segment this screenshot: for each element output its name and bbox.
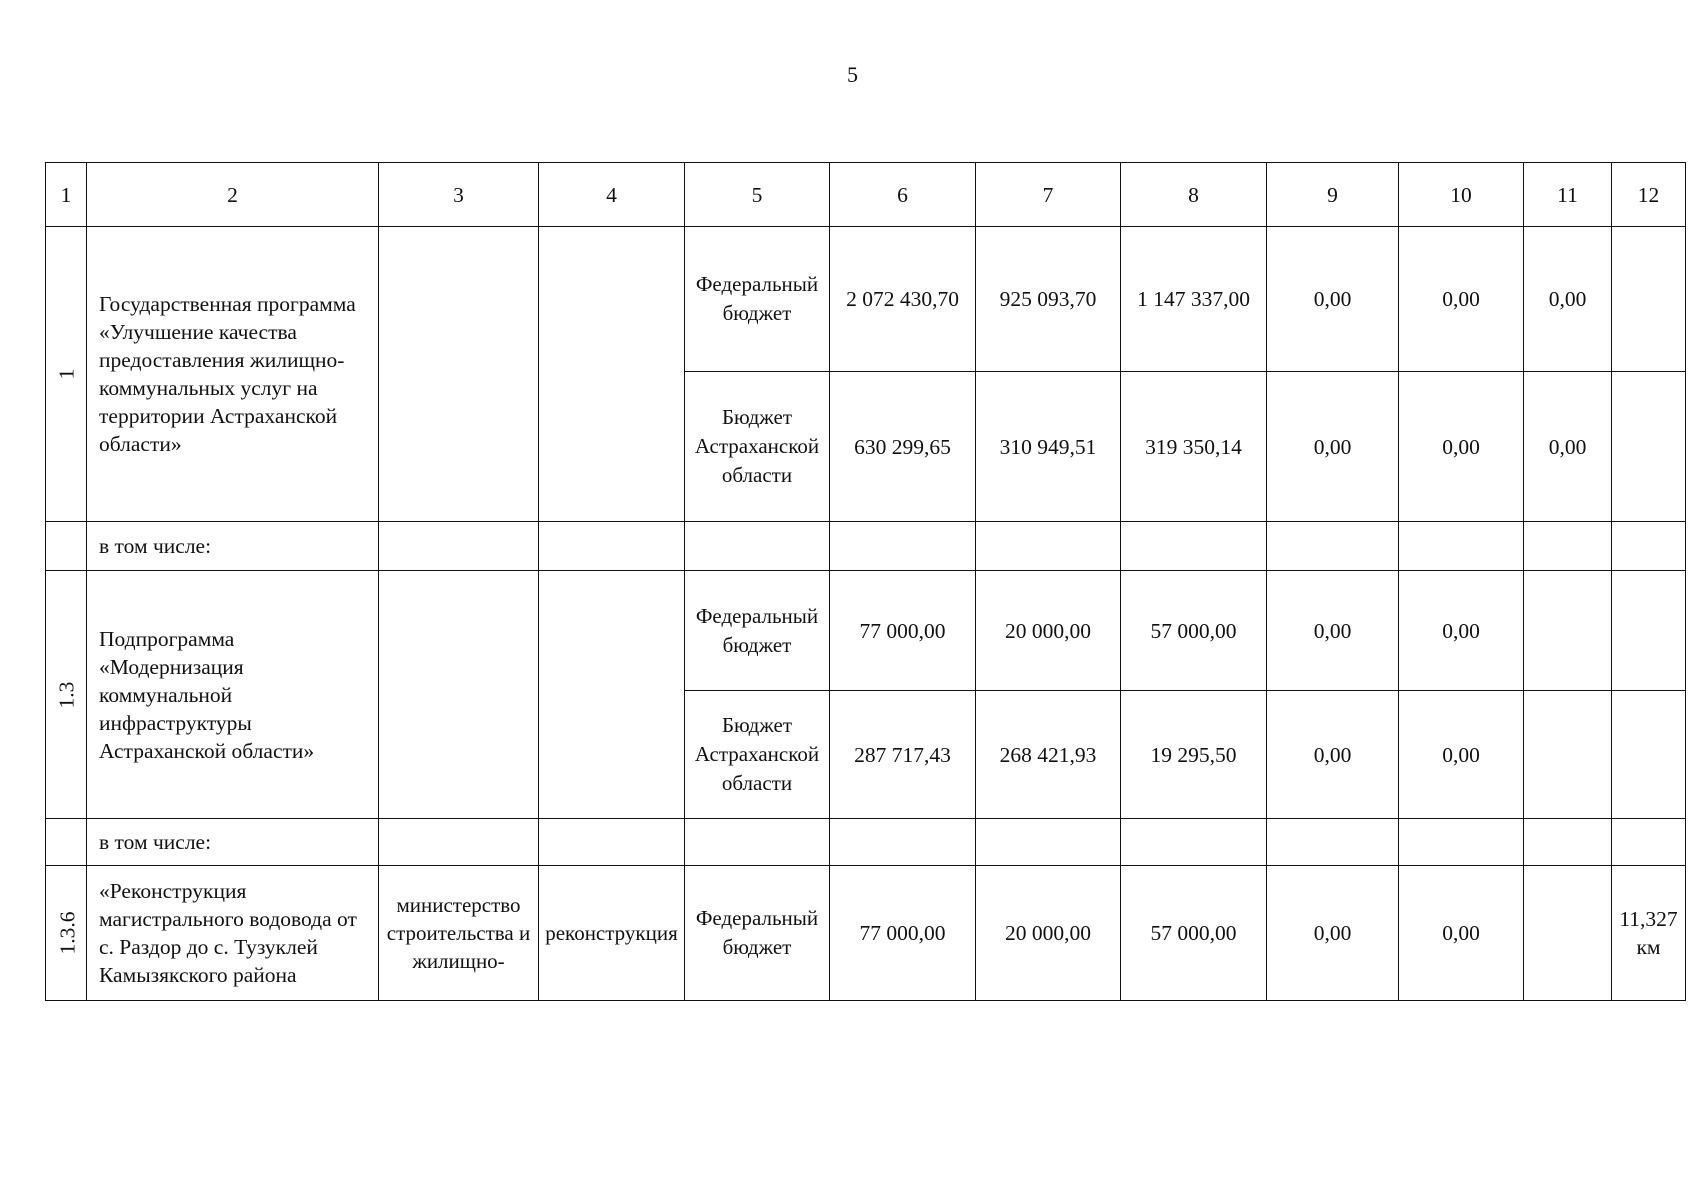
value-cell: 0,00 [1267, 691, 1399, 819]
header-cell: 5 [685, 163, 830, 227]
page-number: 5 [847, 62, 858, 87]
value-cell [1524, 571, 1612, 691]
value-cell [1612, 691, 1686, 819]
value-cell: 0,00 [1399, 227, 1524, 372]
project-name: «Реконструкция магистрального водовода от с. Раздор до с. Тузуклей Камызякского района [87, 866, 379, 1001]
header-cell: 4 [539, 163, 685, 227]
executor-cell [379, 571, 539, 819]
value-cell [1524, 691, 1612, 819]
budget-table [45, 162, 1686, 1001]
value-cell: 77 000,00 [830, 866, 976, 1001]
value-cell [1612, 372, 1686, 522]
value-cell: 310 949,51 [976, 372, 1121, 522]
value-cell: 0,00 [1399, 571, 1524, 691]
funding-source: Федеральный бюджет [685, 571, 830, 691]
type-cell [539, 227, 685, 522]
including-label: в том числе: [87, 522, 379, 571]
value-cell: 287 717,43 [830, 691, 976, 819]
header-cell: 6 [830, 163, 976, 227]
value-cell: 0,00 [1267, 372, 1399, 522]
table-row [46, 866, 1686, 1001]
value-cell [1524, 866, 1612, 1001]
value-cell: 0,00 [1267, 571, 1399, 691]
value-cell: 925 093,70 [976, 227, 1121, 372]
row-index: 1.3.6 [46, 866, 87, 1001]
header-cell: 3 [379, 163, 539, 227]
value-cell: 57 000,00 [1121, 571, 1267, 691]
capacity-cell: 11,327 км [1612, 866, 1686, 1001]
value-cell [1612, 227, 1686, 372]
header-cell: 1 [46, 163, 87, 227]
value-cell: 2 072 430,70 [830, 227, 976, 372]
including-label: в том числе: [87, 819, 379, 866]
funding-source: Бюджет Астраханской области [685, 691, 830, 819]
executor-cell [379, 227, 539, 522]
value-cell: 0,00 [1399, 866, 1524, 1001]
table-row [46, 522, 1686, 571]
funding-source: Федеральный бюджет [685, 227, 830, 372]
value-cell: 268 421,93 [976, 691, 1121, 819]
header-cell: 12 [1612, 163, 1686, 227]
table-row [46, 227, 1686, 372]
row-index [46, 819, 87, 866]
row-index: 1 [46, 227, 87, 522]
value-cell [1612, 571, 1686, 691]
value-cell: 0,00 [1267, 866, 1399, 1001]
value-cell: 57 000,00 [1121, 866, 1267, 1001]
header-cell: 2 [87, 163, 379, 227]
value-cell: 0,00 [1267, 227, 1399, 372]
header-row [46, 163, 1686, 227]
value-cell: 319 350,14 [1121, 372, 1267, 522]
type-cell [539, 571, 685, 819]
row-index [46, 522, 87, 571]
value-cell: 0,00 [1524, 227, 1612, 372]
value-cell: 77 000,00 [830, 571, 976, 691]
row-index: 1.3 [46, 571, 87, 819]
executor-cell: министерство строительства и жилищно- [379, 866, 539, 1001]
header-cell: 8 [1121, 163, 1267, 227]
table-row [46, 571, 1686, 691]
header-cell: 9 [1267, 163, 1399, 227]
header-cell: 11 [1524, 163, 1612, 227]
value-cell: 20 000,00 [976, 571, 1121, 691]
subprogram-name: Подпрограмма «Модернизация коммунальной инфраструктуры Астраханской области» [87, 571, 379, 819]
type-cell: реконструкция [539, 866, 685, 1001]
program-name: Государственная программа «Улучшение качества предоставления жилищно-коммунальных услуг на территории Астраханской области» [87, 227, 379, 522]
value-cell: 19 295,50 [1121, 691, 1267, 819]
value-cell: 20 000,00 [976, 866, 1121, 1001]
value-cell: 1 147 337,00 [1121, 227, 1267, 372]
table-row [46, 819, 1686, 866]
header-cell: 10 [1399, 163, 1524, 227]
funding-source: Федеральный бюджет [685, 866, 830, 1001]
value-cell: 0,00 [1524, 372, 1612, 522]
header-cell: 7 [976, 163, 1121, 227]
value-cell: 630 299,65 [830, 372, 976, 522]
value-cell: 0,00 [1399, 372, 1524, 522]
funding-source: Бюджет Астраханской области [685, 372, 830, 522]
value-cell: 0,00 [1399, 691, 1524, 819]
